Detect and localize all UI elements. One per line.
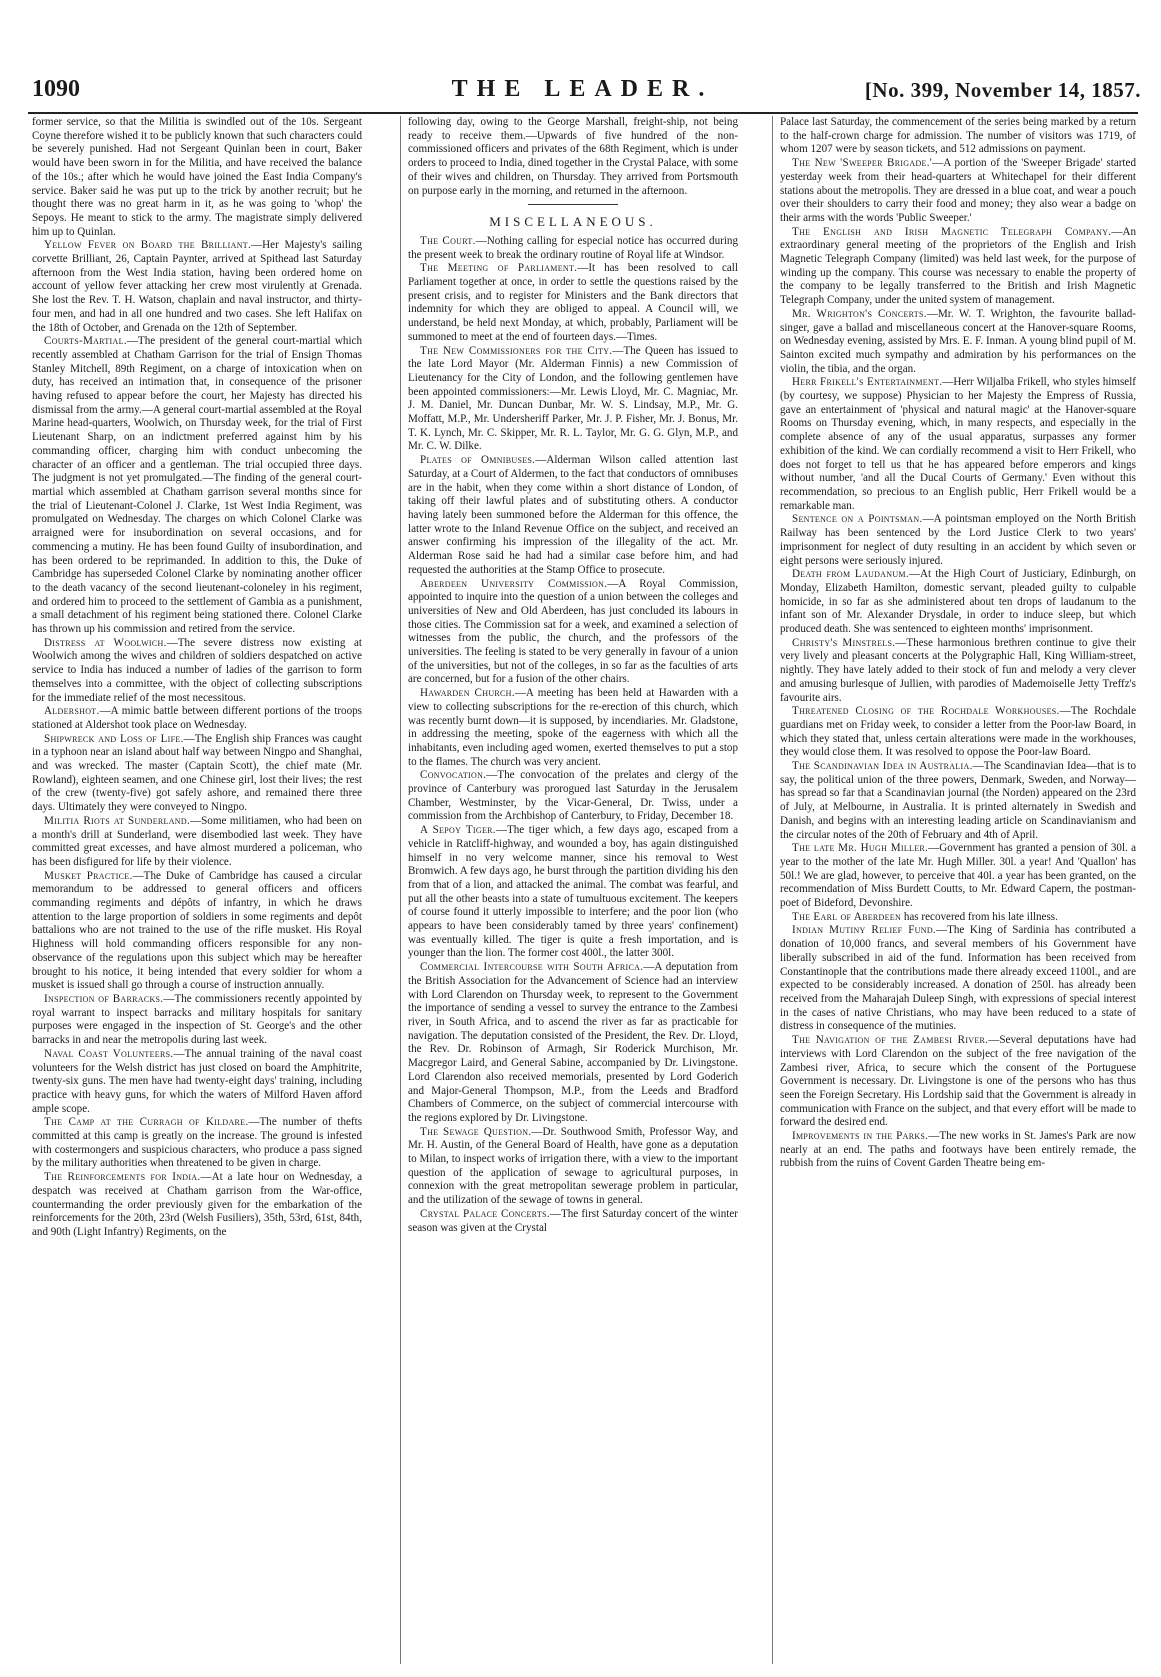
article-text: former service, so that the Militia is swindled out of the 10s. Sergeant Coyne therefore wished it to be publicly known that such characters could be severely punished. Had not Sergeant Quinlan been in court, Baker would have been sworn in for the Militia, and have received the balance of the 10s.; after which he would have joined the East India Company's service. Baker said he was put up to the trick by another recruit; but he thought there was no great harm in it, as he was going to 'whop' the Sepoys. He meant to stick to the army. The magistrate simply delivered him up to Quinlan.: [32, 116, 362, 238]
article-heading: Inspection of Barracks.: [44, 993, 164, 1005]
column-divider: [400, 116, 401, 1664]
article-heading: Sentence on a Pointsman.: [792, 513, 923, 526]
article-text: —The King of Sardinia has contributed a donation of 10,000 francs, and several members of his Government have liberally subscribed in aid of the fund. Information has been received from Constantinople that the contributions made there already exceed 1100l., and are expected to be considerably increased. A donation of 250l. has already been received from the Maharajah Duleep Singh, with expressions of special interest in the cases of native Christians, who may have been reduced to a state of distress in consequence of the mutinies.: [780, 924, 1136, 1033]
article-paragraph: [780, 116, 1136, 157]
article-text: —The severe distress now existing at Woolwich among the wives and children of soldiers despatched on active service to India has induced a number of ladies of the garrison to form themselves into a committee, with the object of collecting subscriptions for the immediate relief of the most necessitous.: [32, 636, 362, 704]
article-heading: The Sewage Question.: [420, 1125, 532, 1138]
article-heading: Threatened Closing of the Rochdale Workhouses.: [792, 705, 1060, 718]
article-heading: Distress at Woolwich.: [44, 636, 167, 649]
article-text: —The new works in St. James's Park are now nearly at an end. The paths and footways have been entirely remade, the rubbish from the ruins of Covent Garden Theatre being em-: [780, 1130, 1136, 1170]
article-text: —The number of thefts committed at this camp is greatly on the increase. The ground is infested with costermongers and suspicious characters, who produce a pass signed by the military authorities when threatened to be given in charge.: [32, 1116, 362, 1170]
article-text: —Nothing calling for especial notice has occurred during the present week to break the ordinary routine of Royal life at Windsor.: [408, 234, 738, 261]
article-paragraph: [780, 1130, 1136, 1171]
article-heading: Courts-Martial.: [44, 335, 127, 348]
article-heading: The English and Irish Magnetic Telegraph Company.: [792, 225, 1112, 238]
article-text: —A Royal Commission, appointed to inquire into the question of a union between the colleges and universities of New and Old Aberdeen, has just concluded its labours in those cities. The Commission sat for a week, and examined a selection of witnesses from the public, the church, and the professors of the universities. The feeling is stated to be very generally in favour of a union of the universities, but not of the colleges, in so far as the faculties of arts are concerned, but for a fusion of the other chairs.: [408, 577, 738, 686]
column-left: [32, 116, 362, 1664]
article-text: —Her Majesty's sailing corvette Brilliant, 26, Captain Paynter, arrived at Spithead last Saturday afternoon from the West India station, having been ordered home on account of yellow fever attacking her crew most virulently at Grenada. She lost the Rev. T. H. Watson, chaplain and naval instructor, and thirty-four men, and had in all one hundred and two cases. She left Halifax on the 18th of October, and Grenada on the 12th of September.: [32, 239, 362, 334]
article-heading: The Meeting of Parliament.: [420, 262, 578, 275]
column-right: [780, 116, 1136, 1664]
article-heading: Naval Coast Volunteers.: [44, 1047, 174, 1060]
article-heading: The New 'Sweeper Brigade.': [792, 157, 933, 170]
article-paragraph: [32, 1048, 362, 1117]
article-paragraph: [780, 911, 1136, 925]
article-paragraph: [780, 842, 1136, 911]
article-paragraph: [408, 1126, 738, 1208]
article-paragraph: [32, 1116, 362, 1171]
article-heading: Plates of Omnibuses.: [420, 454, 536, 467]
article-paragraph: [780, 705, 1136, 760]
article-heading: Yellow Fever on Board the Brilliant.: [44, 239, 252, 252]
article-paragraph: [780, 308, 1136, 377]
article-text: —A pointsman employed on the North British Railway has been sentenced by the Lord Justice Clerk to two years' imprisonment for neglect of duty resulting in an accident by which seven or eight persons were seriously injured.: [780, 513, 1136, 567]
article-text: —The convocation of the prelates and clergy of the province of Canterbury was prorogued last Saturday in the Jerusalem Chamber, Westminster, by the Vicar-General, Dr. Twiss, under a commission from the Archbishop of Canterbury, to Friday, December 18.: [408, 769, 738, 823]
article-text: —Government has granted a pension of 30l. a year to the mother of the late Mr. Hugh Miller. 30l. a year! And 'Quallon' has 50l.! We are glad, however, to perceive that 40l. a year has been granted, on the recommendation of Miss Burdett Coutts, to Mr. Edward Capern, the postman-poet of Bideford, Devonshire.: [780, 842, 1136, 910]
article-paragraph: [780, 924, 1136, 1034]
newspaper-page: [20, 0, 1145, 1677]
article-heading: Herr Frikell's Entertainment.: [792, 376, 943, 389]
article-paragraph: [32, 116, 362, 239]
article-heading: Musket Practice.: [44, 869, 133, 882]
article-heading: Shipwreck and Loss of Life.: [44, 732, 184, 745]
article-text: —The commissioners recently appointed by royal warrant to inspect barracks and military hospitals for sanitary purposes were engaged in the inspection of St. George's and the other barracks in and near the metropolis during last week.: [32, 993, 362, 1047]
article-paragraph: [408, 345, 738, 455]
article-text: —Herr Wiljalba Frikell, who styles himself (by courtesy, we suppose) Physician to her Majesty the Empress of Russia, gave an entertainment of 'physical and natural magic' at the Hanover-square Rooms on Thursday evening, which, in many respects, and especially in the complete absence of any of the usual apparatus, surpasses any former exhibition of the kind. We can cordially recommend a visit to Herr Frikell, who does not forget to tell us that he has appeared before emperors and kings without number, 'and all the Ducal Courts of Germany.' Even without this recommendation, so precious to an English public, Herr Frikell would be a remarkable man.: [780, 376, 1136, 512]
article-heading: Christy's Minstrels.: [792, 636, 896, 649]
article-paragraph: [32, 705, 362, 732]
article-text: —The first Saturday concert of the winter season was given at the Crystal: [408, 1207, 738, 1234]
article-heading: The late Mr. Hugh Miller.: [792, 842, 929, 855]
article-paragraph: [408, 454, 738, 577]
article-paragraph: [32, 335, 362, 636]
article-heading: The Camp at the Curragh of Kildare.: [44, 1116, 249, 1129]
article-text: —The annual training of the naval coast volunteers for the Welsh district has just closed on board the Amphitrite, twenty-six guns. The men have had twenty-eight days' training, including practice with heavy guns, for which the waters of Milford Haven afford ample scope.: [32, 1047, 362, 1115]
issue-date: [No. 399, November 14, 1857.: [864, 78, 1141, 102]
column-divider: [772, 116, 773, 1664]
article-text: —These harmonious brethren continue to give their very lively and pleasant concerts at the Polygraphic Hall, King William-street, nightly. They have lately added to their stock of fun and melody a very clever and amusing burlesque of Jullien, with parodies of Mademoiselle Jetty Treffz's favourite airs.: [780, 636, 1136, 704]
article-text: —A deputation from the British Association for the Advancement of Science had an interview with Lord Clarendon on Thursday week, to represent to the Government the importance of sending a vessel to survey the entrance to the Zambesi river, in South Africa, and to ascend the river as far as practicable for navigation. The deputation consisted of the President, the Rev. Dr. Lloyd, the Rev. Dr. Robinson of Armagh, Sir Roderick Murchison, Mr. Macgregor Laird, and General Sabine, accompanied by Dr. Livingstone. Lord Clarendon also received memorials, presented by Lord Goderich and Major-General Thompson, M.P., from the Leeds and Bradford Chambers of Commerce, on the subject of commercial intercourse with the regions explored by Dr. Livingstone.: [408, 961, 738, 1124]
article-paragraph: [408, 824, 738, 961]
article-heading: A Sepoy Tiger.: [420, 824, 496, 837]
article-paragraph: [408, 961, 738, 1125]
article-paragraph: [32, 993, 362, 1048]
article-paragraph: [780, 376, 1136, 513]
article-paragraph: [780, 760, 1136, 842]
article-heading: Hawarden Church.: [420, 687, 515, 700]
article-heading: Convocation.: [420, 769, 487, 782]
section-title: MISCELLANEOUS.: [489, 214, 657, 230]
article-heading: Indian Mutiny Relief Fund.: [792, 924, 936, 937]
article-text: —The Scandinavian Idea—that is to say, the political union of the three powers, Denmark, Sweden, and Norway—has spread so far that a Scandinavian journal (the Norden) appeared on the 23rd of July, at Melbourne, in Australia. It is printed alternately in Swedish and Danish, and begins with an interesting leading article on Scandinavianism and the circular notes of the 20th of February and 4th of April.: [780, 760, 1136, 841]
article-text: following day, owing to the George Marshall, freight-ship, not being ready to receive them.—Upwards of five hundred of the non-commissioned officers and privates of the 68th Regiment, which is under orders to proceed to India, dined together in the Crystal Palace, with some of their wives and children, on Thursday. They arrived from Portsmouth on purpose early in the morning, and returned in the afternoon.: [408, 116, 738, 197]
article-paragraph: [780, 513, 1136, 568]
article-paragraph: [32, 870, 362, 993]
article-heading: Commercial Intercourse with South Africa.: [420, 961, 644, 974]
article-paragraph: [780, 226, 1136, 308]
article-heading: The Earl of Aberdeen: [792, 910, 902, 923]
article-paragraph: [32, 637, 362, 706]
article-paragraph: [32, 815, 362, 870]
article-paragraph: [408, 1208, 738, 1235]
article-heading: The Reinforcements for India.: [44, 1171, 201, 1184]
article-heading: Death from Laudanum.: [792, 568, 909, 581]
article-text: —A meeting has been held at Hawarden with a view to collecting subscriptions for the re-erection of this church, which was recently burnt down—it is supposed, by incendiaries. Mr. Gladstone, in addressing the meeting, spoke of the eagerness with which all the inhabitants, even including aged women, exerted themselves to put a stop to the flames. The church was very ancient.: [408, 687, 738, 768]
article-heading: Improvements in the Parks.: [792, 1130, 929, 1143]
article-text: —Dr. Southwood Smith, Professor Way, and Mr. H. Austin, of the General Board of Health, have gone as a deputation to Milan, to inspect works of irrigation there, with a view to the important question of the application of sewage to agricultural purposes, in connexion with the great metropolitan sewerage problem in particular, and the utilization of the sewage of towns in general.: [408, 1125, 738, 1207]
article-text: —The Duke of Cambridge has caused a circular memorandum to be addressed to general officers and officers commanding regiments and dépôts of infantry, in which he draws attention to the large proportion of soldiers in some regiments and depôt battalions who are not trained to the use of the rifle musket. His Royal Highness will hold commanding officers responsible for any non-observance of the regulations upon this subject which may be hereafter brought to his notice, it being intended that every soldier for whom a musket is issued shall go through a course of instruction annually.: [32, 869, 362, 992]
article-paragraph: [780, 157, 1136, 226]
article-text: —At the High Court of Justiciary, Edinburgh, on Monday, Elizabeth Hamilton, domestic servant, pleaded guilty to culpable homicide, in so far as she administered about ten drops of laudanum to the infant son of Mr. Alexander Drysdale, in order to induce sleep, but which produced death. She was sentenced to eighteen months' imprisonment.: [780, 568, 1136, 636]
article-heading: Crystal Palace Concerts.: [420, 1207, 550, 1220]
article-paragraph: [408, 687, 738, 769]
article-paragraph: [780, 568, 1136, 637]
article-text: —Several deputations have had interviews with Lord Clarendon on the subject of the free navigation of the Zambesi river, Africa, to secure which the consent of the Portuguese Government is necessary. Dr. Livingstone is one of the persons who has thus seen the Foreign Secretary. His Lordship said that the Government is already in communication with France on the subject, and that every effort will be made to forward the desired end.: [780, 1034, 1136, 1129]
article-text: —Some militiamen, who had been on a month's drill at Sunderland, were disembodied last week. They have committed great excesses, and have almost murdered a policeman, who has been disfigured for life by their violence.: [32, 814, 362, 868]
section-rule: [528, 204, 618, 205]
newspaper-title: THE LEADER.: [451, 76, 714, 102]
article-text: —At a late hour on Wednesday, a despatch was received at Chatham garrison from the War-office, countermanding the order previously given for the embarkation of the reinforcements for the 20th, 23rd (Welsh Fusiliers), 35th, 53rd, 61st, 84th, and 90th (Light Infantry) Regiments, on the: [32, 1171, 362, 1238]
article-paragraph: [32, 733, 362, 815]
article-text: —The president of the general court-martial which recently assembled at Chatham Garrison for the trial of Ensign Thomas Stanley Mitchell, 89th Regiment, on a charge of intoxication when on duty, has received an intimation that, in consequence of the prisoner having refused to appear before the court, her Majesty has directed his dismissal from the army.—A general court-martial assembled at the Royal Marine head-quarters, Woolwich, on Thursday week, for the trial of First Lieutenant Sharp, on an indictment preferred against him by his commanding officer, charging him with conduct unbecoming the character of an officer and a gentleman. The trial occupied three days. The judgment is not yet promulgated.—The finding of the general court-martial which assembled at Chatham garrison several months since for the trial of Lieutenant-Colonel J. Clarke, 1st West India Regiment, was promulgated on Wednesday. The charges on which Colonel Clarke was arraigned were for insubordination on several occasions, and for commencing a mutiny. He has been found Guilty of insubordination, and has been ordered to be reprimanded. In addition to this, the Duke of Cambridge has superseded Colonel Clarke by nominating another officer to the death vacancy of the second lieutenant-coloneley in his regiment, and ordered him to proceed to the settlement of Gambia as a punishment, a small detachment of his regiment being stationed there. Colonel Clarke has thrown up his commission and retired from the service.: [32, 335, 362, 636]
article-text: —A mimic battle between different portions of the troops stationed at Aldershot took place on Wednesday.: [32, 705, 362, 731]
article-text: —The English ship Frances was caught in a typhoon near an island about half way between Ningpo and Shanghai, and was wrecked. The master (Captain Scott), the chief mate (Mr. Rowland), eighteen seamen, and one Chinese girl, lost their lives; the rest of the crew (twenty-five) got safely ashore, and remained there three days. Ultimately they were conveyed to Ningpo.: [32, 732, 362, 814]
header-rule: [28, 112, 1138, 114]
article-heading: The Scandinavian Idea in Australia.: [792, 760, 973, 773]
article-heading: The New Commissioners for the City.: [420, 344, 613, 357]
article-text: —Mr. W. T. Wrighton, the favourite ballad-singer, gave a ballad and miscellaneous concert at the Hanover-square Rooms, on Wednesday evening, assisted by Mrs. E. F. Inman. A young blind pupil of M. Sainton excited much sympathy and admiration by his performances on the violin, the tibia, and the organ.: [780, 307, 1136, 375]
article-paragraph: [408, 262, 738, 344]
article-paragraph: [408, 578, 738, 688]
article-paragraph: [408, 116, 738, 198]
article-text: —The Queen has issued to the late Lord Mayor (Mr. Alderman Finnis) a new Commission of Lieutenancy for the City of London, and the following gentlemen have been appointed commissioners:—Mr. Lewis Lloyd, Mr. C. Magniac, Mr. J. M. Daniel, Mr. Duncan Dunbar, Mr. W. S. Lindsay, M.P., Mr. G. Moffatt, M.P., Mr. Undersheriff Parker, Mr. J. P. Fisher, Mr. J. Bonus, Mr. T. K. Lynch, Mr. C. Skipper, Mr. R. L. Taylor, Mr. G. G. Glyn, M.P., and Mr. C. W. Dilke.: [408, 344, 738, 453]
column-middle: [408, 116, 738, 1664]
article-text: has recovered from his late illness.: [901, 910, 1058, 923]
article-heading: Aberdeen University Commission.: [420, 577, 608, 590]
article-text: —An extraordinary general meeting of the proprietors of the English and Irish Magnetic Telegraph Company (limited) was held last week, for the purpose of winding up the company. This course was necessary to enable the property of the company to be legally transferred to the British and Irish Magnetic Telegraph Company, under the united system of management.: [780, 225, 1136, 307]
article-text: —The tiger which, a few days ago, escaped from a vehicle in Ratcliff-highway, and wounded a boy, has again distinguished himself in no very welcome manner, since his removal to West Bromwich. A few days ago, he burst through the partition dividing his den from that of a lion, and attacked the animal. The combat was fearful, and put all the other beasts into a state of tumultuous excitement. The keepers of course found it utterly impossible to interfere; and the poor lion (who appears to have been considerably tamed by three years' confinement) was eventually killed. The tiger is quite a fresh importation, and is younger than the lion. The former cost 400l., the latter 300l.: [408, 824, 738, 960]
page-number: 1090: [32, 76, 80, 102]
article-paragraph: [780, 637, 1136, 706]
article-heading: Mr. Wrighton's Concerts.: [792, 307, 927, 320]
article-heading: Militia Riots at Sunderland.: [44, 814, 191, 827]
article-paragraph: [32, 239, 362, 335]
article-paragraph: [780, 1034, 1136, 1130]
article-text: —The Rochdale guardians met on Friday week, to consider a letter from the Poor-law Board, in which they stated that, unless certain alterations were made in the workhouses, they would close them. It was resolved to oppose the Poor-law Board.: [780, 705, 1136, 759]
article-text: —A portion of the 'Sweeper Brigade' started yesterday week from their head-quarters at Whitechapel for their different stations about the metropolis. They are dressed in a blue coat, and wear a pouch over their shoulders to carry their food and money; they also wear a badge on their arms with the words 'Public Sweeper.': [780, 157, 1136, 224]
article-paragraph: [408, 769, 738, 824]
article-heading: The Navigation of the Zambesi River.: [792, 1034, 989, 1047]
article-paragraph: [32, 1171, 362, 1240]
article-text: —Alderman Wilson called attention last Saturday, at a Court of Aldermen, to the fact that conductors of omnibuses are in the habit, when they come within a short distance of London, of taking off their lawful plates and of substituting others. A conductor having lately been summoned before the Alderman for this offence, the latter wrote to the Inland Revenue Office on the subject, and received an answer confirming his impression of the illegality of the act. Mr. Alderman Rose said he had had a similar case before him, and had requested the authorities at the Stamp Office to prosecute.: [408, 454, 738, 576]
article-heading: Aldershot.: [44, 705, 100, 718]
article-heading: The Court.: [420, 234, 476, 247]
article-text: —It has been resolved to call Parliament together at once, in order to settle the questions raised by the present crisis, and to register for Ministers and the Bank directors that indemnity for which they are obliged to appeal. A Council will, we understand, be held next Monday, at which, probably, Parliament will be summoned to meet at the end of fourteen days.—Times.: [408, 262, 738, 343]
masthead: [20, 76, 1145, 110]
article-text: Palace last Saturday, the commencement of the series being marked by a return to the half-crown charge for admission. The number of visitors was 1719, of whom 1207 were by season tickets, and 512 admissions on payment.: [780, 116, 1136, 156]
article-paragraph: [408, 235, 738, 262]
